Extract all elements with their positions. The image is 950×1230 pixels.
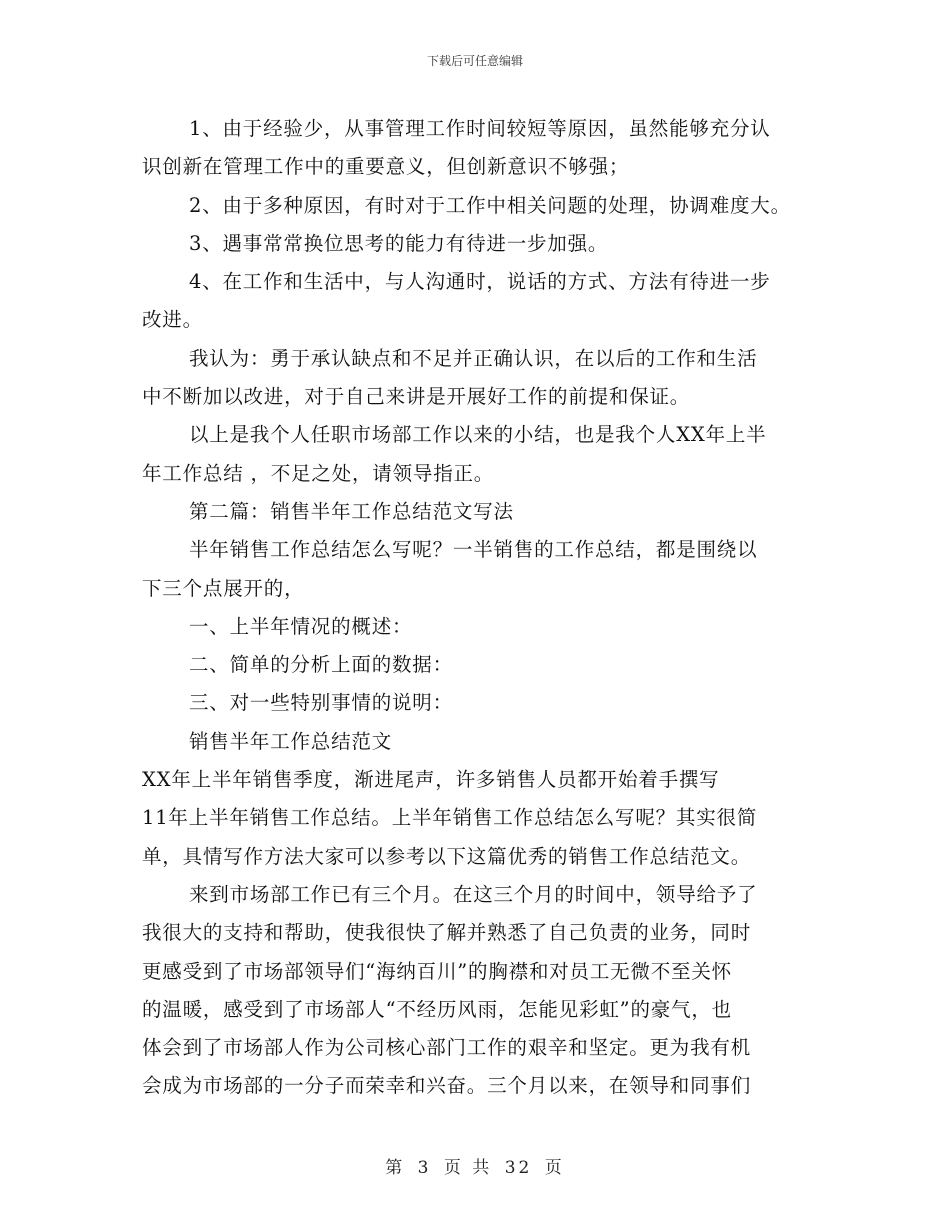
text-line: 以上是我个人任职市场部工作以来的小结，也是我个人XX年上半	[189, 423, 767, 447]
footer-suffix: 页	[544, 1158, 565, 1178]
list-item: 二、简单的分析上面的数据：	[189, 653, 453, 677]
text-line: 3、遇事常常换位思考的能力有待进一步加强。	[189, 231, 609, 255]
document-body	[142, 110, 832, 1106]
text-line: 的温暖，感受到了市场部人“不经历风雨，怎能见彩虹”的豪气，也	[142, 997, 732, 1021]
section-heading: 第二篇：销售半年工作总结范文写法	[189, 499, 514, 523]
text-line: 下三个点展开的，	[142, 576, 305, 600]
text-line: 年工作总结 ，不足之处，请领导指正。	[142, 461, 495, 485]
total-pages: 32	[504, 1158, 533, 1178]
text-line: 改进。	[142, 308, 203, 332]
list-item: 三、对一些特别事情的说明：	[189, 691, 453, 715]
text-line: 单，具情写作方法大家可以参考以下这篇优秀的销售工作总结范文。	[142, 844, 752, 868]
page-number: 3	[417, 1158, 432, 1178]
text-line: 更感受到了市场部领导们“海纳百川”的胸襟和对员工无微不至关怀	[142, 959, 732, 983]
page-footer	[0, 1153, 950, 1178]
text-line: 11年上半年销售工作总结。上半年销售工作总结怎么写呢？其实很简	[142, 806, 758, 830]
text-line: 1、由于经验少，从事管理工作时间较短等原因，虽然能够充分认	[189, 117, 771, 140]
footer-middle: 页 共	[443, 1158, 493, 1178]
footer-prefix: 第	[385, 1158, 406, 1178]
text-line: 4、在工作和生活中，与人沟通时，说话的方式、方法有待进一步	[189, 270, 771, 294]
text-line: 我认为：勇于承认缺点和不足并正确认识，在以后的工作和生活	[189, 346, 758, 370]
text-line: XX年上半年销售季度，渐进尾声，许多销售人员都开始着手撰写	[142, 768, 720, 792]
text-line: 半年销售工作总结怎么写呢？一半销售的工作总结，都是围绕以	[189, 538, 758, 562]
text-line: 识创新在管理工作中的重要意义，但创新意识不够强；	[142, 155, 630, 179]
text-line: 体会到了市场部人作为公司核心部门工作的艰辛和坚定。更为我有机	[142, 1036, 752, 1060]
page-header: 下载后可任意编辑	[426, 54, 523, 68]
list-item: 一、上半年情况的概述：	[189, 614, 413, 638]
text-line: 2、由于多种原因，有时对于工作中相关问题的处理，协调难度大。	[189, 193, 791, 217]
text-line: 会成为市场部的一分子而荣幸和兴奋。三个月以来，在领导和同事们	[142, 1074, 752, 1098]
text-line: 来到市场部工作已有三个月。在这三个月的时间中，领导给予了	[189, 882, 758, 906]
text-line: 中不断加以改进，对于自己来讲是开展好工作的前提和保证。	[142, 385, 691, 409]
text-line: 我很大的支持和帮助，使我很快了解并熟悉了自己负责的业务，同时	[142, 921, 752, 945]
subheading: 销售半年工作总结范文	[189, 729, 393, 753]
